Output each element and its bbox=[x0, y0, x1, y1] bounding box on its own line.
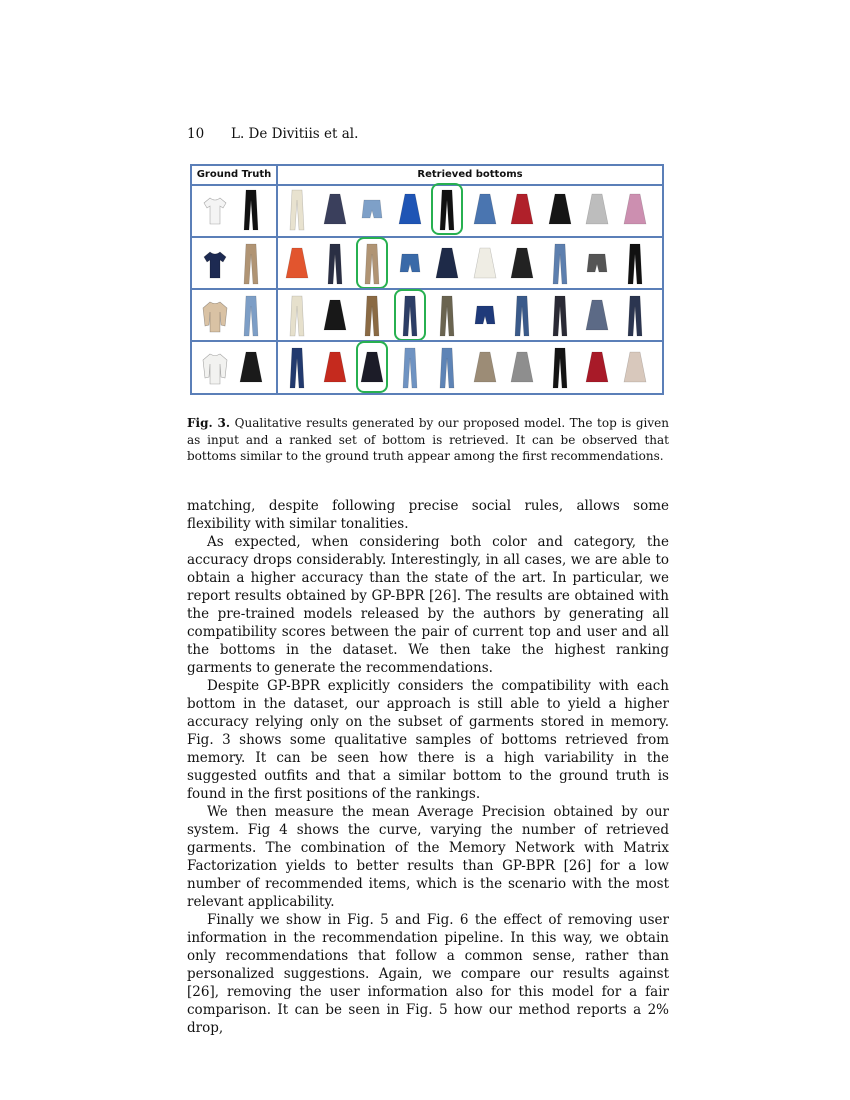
figure-row bbox=[192, 184, 662, 236]
retrieved-bottom bbox=[622, 186, 648, 232]
retrieved-bottom bbox=[584, 292, 610, 338]
retrieved-bottom bbox=[509, 292, 535, 338]
ground-truth-garment bbox=[202, 240, 228, 286]
retrieved-bottom bbox=[622, 292, 648, 338]
retrieved-bottom bbox=[509, 240, 535, 286]
paragraph: As expected, when considering both color and category, the accuracy drops considerably. Interestingly, in all cases, we are able to obtain a higher accuracy than the state of the art. In particular, we report results obtained by GP-BPR [26]. The results are obtained with the pre-trained models released by the authors by generating all compatibility scores between the pair of current top and user and all the bottoms in the dataset. We then take the highest ranking garments to generate the recommendations. bbox=[187, 534, 669, 676]
retrieved-bottom bbox=[397, 186, 423, 232]
retrieved-bottom bbox=[284, 240, 310, 286]
retrieved-bottom bbox=[547, 344, 573, 390]
retrieved-bottom bbox=[584, 186, 610, 232]
figure-row bbox=[192, 288, 662, 342]
caption-text: Qualitative results generated by our proposed model. The top is given as input and a ranked set of bottom is retrieved. It can be observed that bottoms similar to the ground truth appear among the first recommendations. bbox=[187, 416, 669, 463]
figure-row bbox=[192, 236, 662, 290]
retrieved-bottom bbox=[322, 240, 348, 286]
ground-truth-garment bbox=[238, 344, 264, 390]
retrieved-bottom bbox=[284, 292, 310, 338]
retrieved-bottom bbox=[509, 344, 535, 390]
figure-3 bbox=[190, 164, 664, 395]
retrieved-bottom bbox=[434, 292, 460, 338]
retrieved-bottom bbox=[284, 186, 310, 232]
matched-bottom bbox=[397, 292, 423, 338]
retrieved-bottom bbox=[547, 240, 573, 286]
paragraph: Finally we show in Fig. 5 and Fig. 6 the effect of removing user information in the recommendation pipeline. In this way, we obtain only recommendations that follow a common sense, rather than personalized suggestions. Again, we compare our results against [26], removing the user information also for this model for a fair comparison. It can be seen in Fig. 5 how our method reports a 2% drop, bbox=[187, 912, 669, 1036]
paragraph: matching, despite following precise social rules, allows some flexibility with similar tonalities. bbox=[187, 498, 669, 532]
ground-truth-header: Ground Truth bbox=[196, 169, 272, 180]
paragraph: We then measure the mean Average Precision obtained by our system. Fig 4 shows the curve, varying the number of retrieved garments. The combination of the Memory Network with Matrix Factorization yields to better results than GP-BPR [26] for a low number of recommended items, which is the scenario with the most relevant applicability. bbox=[187, 804, 669, 910]
retrieved-bottom bbox=[472, 292, 498, 338]
figure-caption bbox=[187, 415, 669, 465]
retrieved-bottom bbox=[284, 344, 310, 390]
figure-header bbox=[192, 166, 662, 186]
retrieved-bottom bbox=[322, 186, 348, 232]
caption-label: Fig. 3. bbox=[187, 416, 231, 430]
matched-bottom bbox=[434, 186, 460, 232]
retrieved-bottom bbox=[547, 292, 573, 338]
matched-bottom bbox=[359, 240, 385, 286]
paragraph: Despite GP-BPR explicitly considers the compatibility with each bottom in the dataset, our approach is still able to yield a higher accuracy relying only on the subset of garments stored in memory. Fig. 3 shows some qualitative samples of bottoms retrieved from memory. It can be seen how there is a high variability in the suggested outfits and that a similar bottom to the ground truth is found in the first positions of the rankings. bbox=[187, 678, 669, 802]
retrieved-bottom bbox=[622, 344, 648, 390]
page-number: 10 bbox=[187, 126, 205, 142]
ground-truth-garment bbox=[238, 240, 264, 286]
retrieved-bottom bbox=[472, 186, 498, 232]
retrieved-bottom bbox=[547, 186, 573, 232]
author-line: L. De Divitiis et al. bbox=[231, 126, 359, 142]
body-text bbox=[187, 497, 669, 1037]
figure-row bbox=[192, 340, 662, 394]
ground-truth-garment bbox=[238, 292, 264, 338]
retrieved-bottom bbox=[397, 344, 423, 390]
retrieved-bottom bbox=[584, 240, 610, 286]
retrieved-bottom bbox=[322, 344, 348, 390]
retrieved-bottom bbox=[509, 186, 535, 232]
ground-truth-garment bbox=[202, 186, 228, 232]
retrieved-bottom bbox=[472, 344, 498, 390]
retrieved-bottom bbox=[434, 344, 460, 390]
retrieved-bottom bbox=[434, 240, 460, 286]
retrieved-bottom bbox=[472, 240, 498, 286]
retrieved-bottom bbox=[622, 240, 648, 286]
retrieved-bottoms-header: Retrieved bottoms bbox=[417, 169, 523, 180]
retrieved-bottom bbox=[359, 186, 385, 232]
running-head bbox=[187, 126, 358, 142]
retrieved-bottom bbox=[397, 240, 423, 286]
ground-truth-garment bbox=[202, 344, 228, 390]
retrieved-bottom bbox=[359, 292, 385, 338]
ground-truth-garment bbox=[238, 186, 264, 232]
retrieved-bottom bbox=[322, 292, 348, 338]
matched-bottom bbox=[359, 344, 385, 390]
retrieved-bottom bbox=[584, 344, 610, 390]
ground-truth-garment bbox=[202, 292, 228, 338]
